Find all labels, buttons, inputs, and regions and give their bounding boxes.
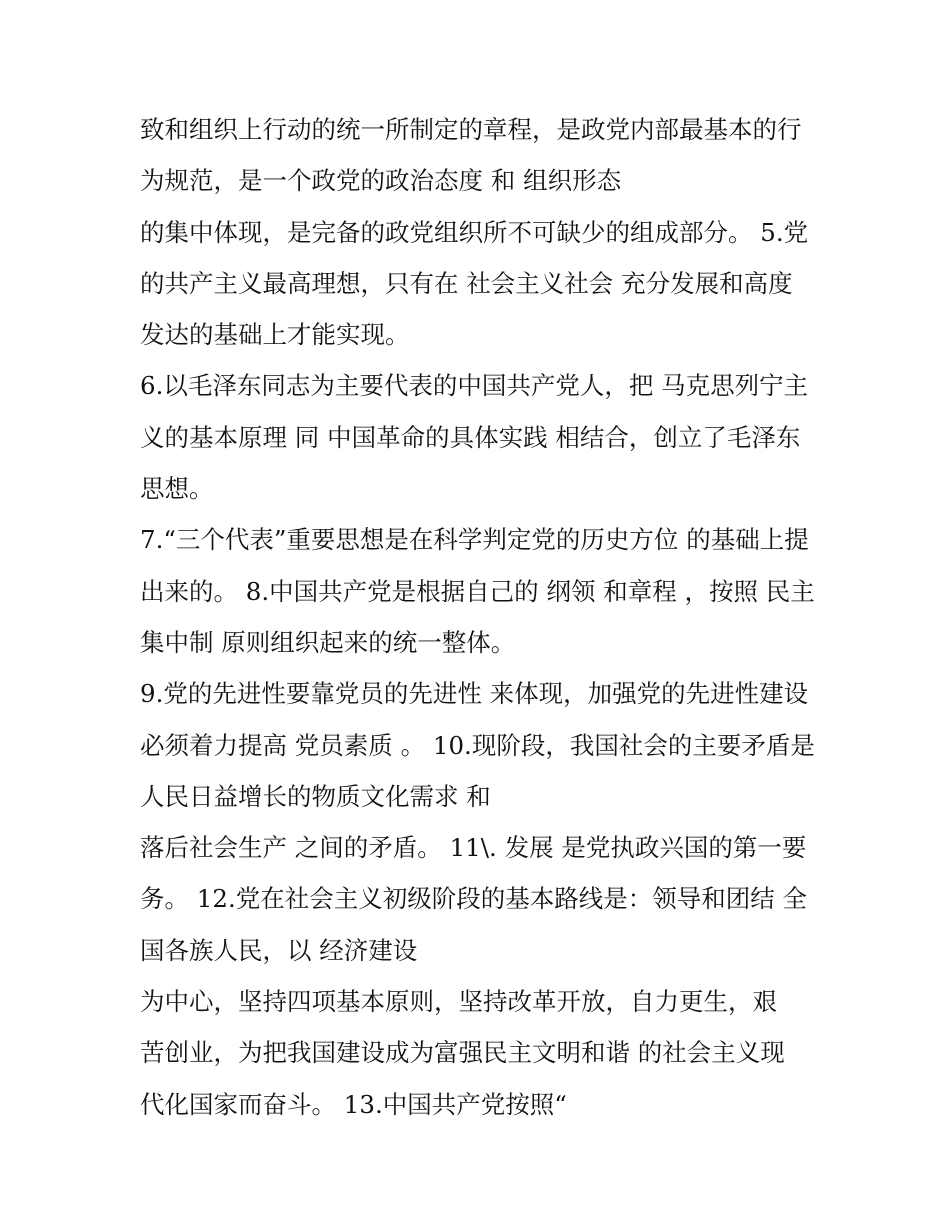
text-line: 致和组织上行动的统一所制定的章程，是政党内部最基本的行 [140,115,802,144]
text-line: 集中制 原则组织起来的统一整体。 [140,627,516,657]
text-line: 为中心，坚持四项基本原则，坚持改革开放，自力更生，艰 [140,987,777,1017]
text-line: 的集中体现，是完备的政党组织所不可缺少的组成部分。 5.党 [140,217,809,247]
text-line: 出来的。 8.中国共产党是根据自己的 纲领 和章程 ，按照 民主 [140,576,815,606]
text-line: 必须着力提高 党员素质 。 10.现阶段，我国社会的主要矛盾是 [140,730,815,760]
text-line: 苦创业，为把我国建设成为富强民主文明和谐 的社会主义现 [140,1038,785,1068]
text-line: 国各族人民，以 经济建设 [140,935,418,965]
text-line: 代化国家而奋斗。 13.中国共产党按照“ [140,1089,567,1119]
text-line: 思想。 [140,474,214,504]
text-line: 为规范，是一个政党的政治态度 和 组织形态 [140,166,622,196]
text-line: 义的基本原理 同 中国革命的具体实践 相结合，创立了毛泽东 [140,422,801,452]
text-line: 人民日益增长的物质文化需求 和 [140,781,491,811]
text-line: 6.以毛泽东同志为主要代表的中国共产党人，把 马克思列宁主 [140,371,809,401]
text-line: 的共产主义最高理想，只有在 社会主义社会 充分发展和高度 [140,268,793,298]
text-line: 发达的基础上才能实现。 [140,320,410,350]
body-text [140,104,820,1130]
text-line: 落后社会生产 之间的矛盾。 11\. 发展 是党执政兴国的第一要 [140,833,807,863]
text-line: 务。 12.党在社会主义初级阶段的基本路线是：领导和团结 全 [140,884,808,914]
text-line: 9.党的先进性要靠党员的先进性 来体现，加强党的先进性建设 [140,679,809,709]
text-line: 7.“三个代表”重要思想是在科学判定党的历史方位 的基础上提 [140,525,809,555]
